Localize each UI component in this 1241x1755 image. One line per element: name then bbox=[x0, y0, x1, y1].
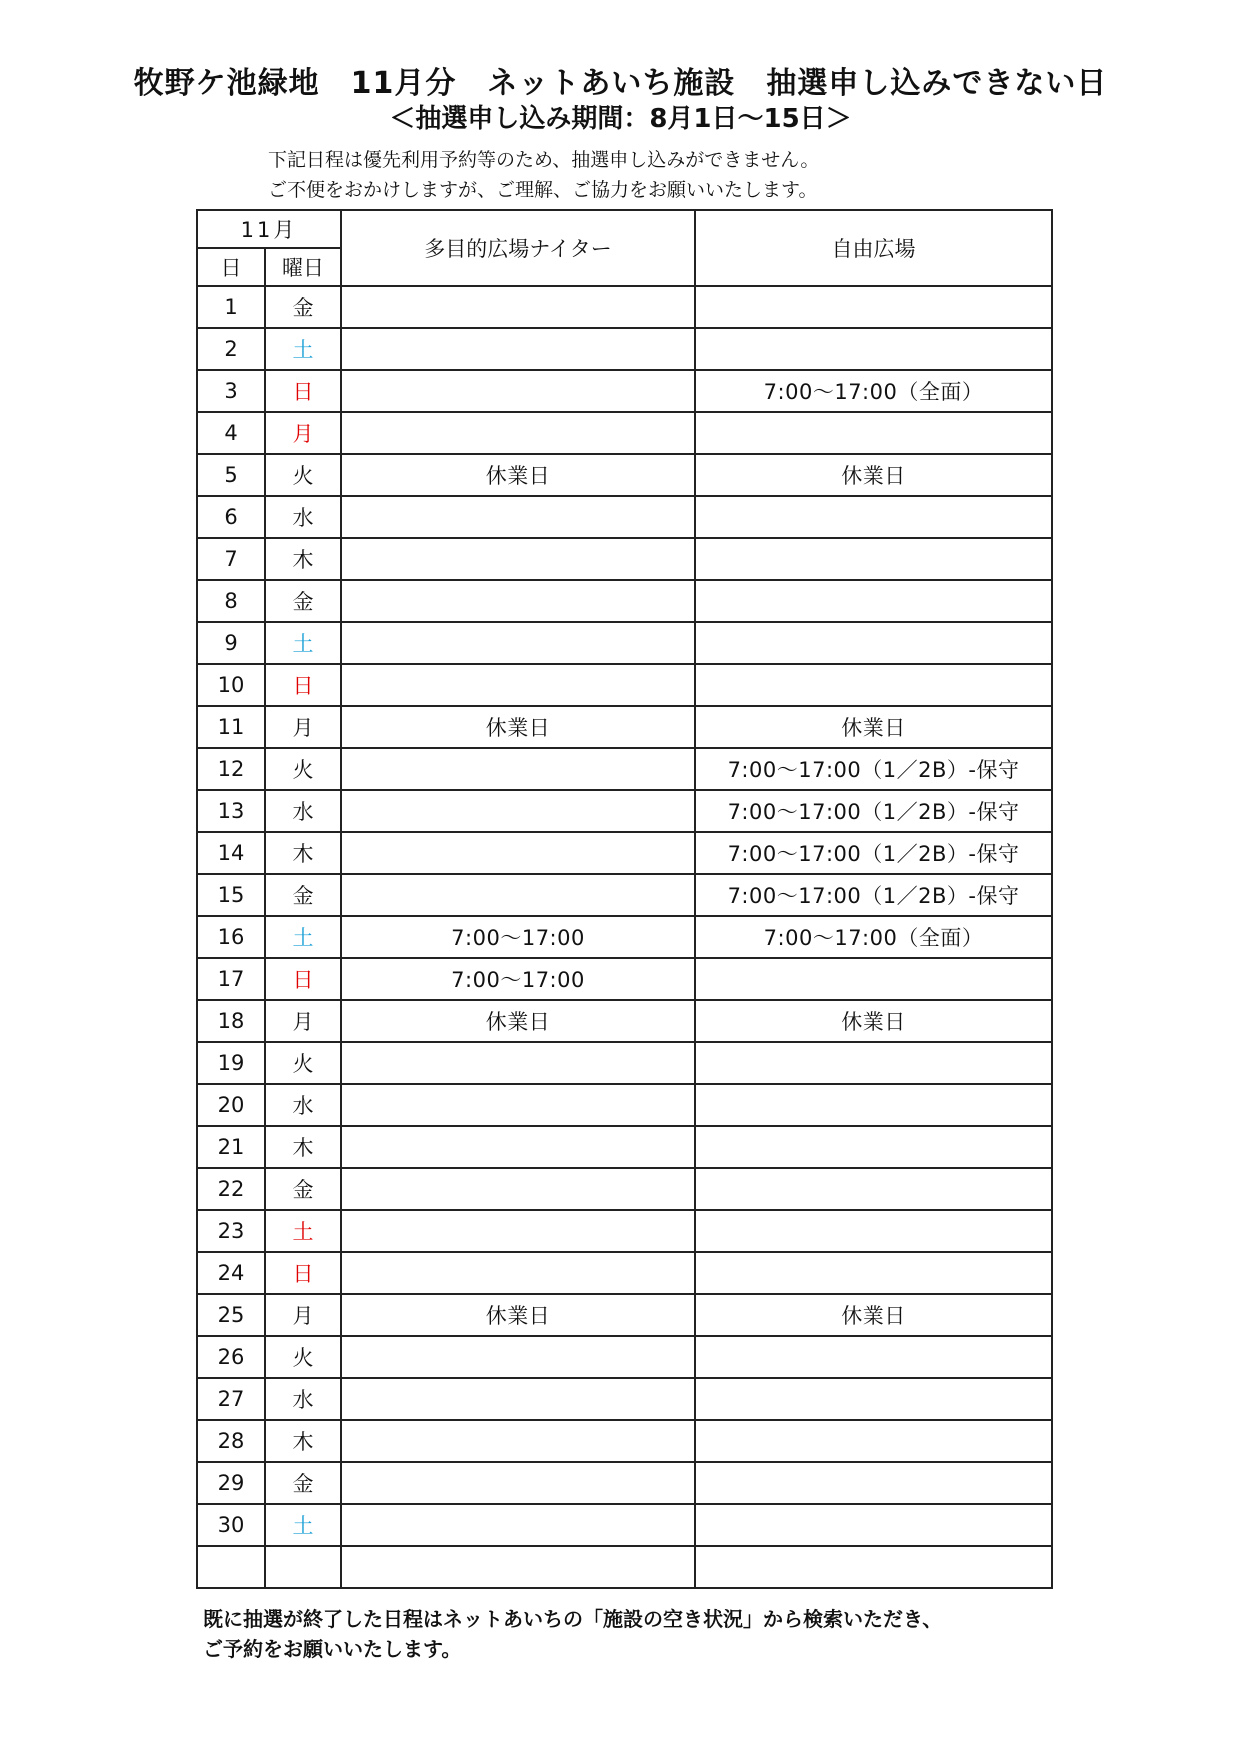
day-cell: 18 bbox=[197, 1000, 265, 1042]
table-row bbox=[197, 1462, 1052, 1504]
free-plaza-cell: 7:00～17:00（1／2B）-保守 bbox=[695, 790, 1052, 832]
day-cell: 16 bbox=[197, 916, 265, 958]
day-cell: 22 bbox=[197, 1168, 265, 1210]
multipurpose-night-cell: 休業日 bbox=[341, 1000, 695, 1042]
table-row bbox=[197, 1042, 1052, 1084]
day-cell: 24 bbox=[197, 1252, 265, 1294]
free-plaza-cell bbox=[695, 1462, 1052, 1504]
free-plaza-cell bbox=[695, 1084, 1052, 1126]
weekday-cell: 金 bbox=[265, 874, 341, 916]
free-plaza-cell bbox=[695, 1336, 1052, 1378]
table-row bbox=[197, 1420, 1052, 1462]
day-cell: 2 bbox=[197, 328, 265, 370]
free-plaza-cell bbox=[695, 664, 1052, 706]
multipurpose-night-cell bbox=[341, 1420, 695, 1462]
multipurpose-night-cell bbox=[341, 1546, 695, 1588]
free-plaza-cell bbox=[695, 538, 1052, 580]
multipurpose-night-cell bbox=[341, 874, 695, 916]
col-header-weekday: 曜日 bbox=[265, 248, 341, 286]
table-row bbox=[197, 958, 1052, 1000]
multipurpose-night-cell bbox=[341, 664, 695, 706]
weekday-cell: 火 bbox=[265, 748, 341, 790]
day-cell: 15 bbox=[197, 874, 265, 916]
multipurpose-night-cell bbox=[341, 1252, 695, 1294]
footer-line-2: ご予約をお願いいたします。 bbox=[203, 1637, 462, 1661]
multipurpose-night-cell bbox=[341, 1378, 695, 1420]
weekday-cell: 木 bbox=[265, 1126, 341, 1168]
multipurpose-night-cell: 7:00～17:00 bbox=[341, 958, 695, 1000]
table-row bbox=[197, 580, 1052, 622]
multipurpose-night-cell: 休業日 bbox=[341, 706, 695, 748]
page-title: 牧野ケ池緑地 11月分 ネットあいち施設 抽選申し込みできない日 bbox=[133, 66, 1108, 101]
free-plaza-cell: 7:00～17:00（全面） bbox=[695, 916, 1052, 958]
day-cell: 8 bbox=[197, 580, 265, 622]
notice-line-1: 下記日程は優先利用予約等のため、抽選申し込みができません。 bbox=[268, 149, 820, 171]
weekday-cell: 土 bbox=[265, 916, 341, 958]
table-row bbox=[197, 1084, 1052, 1126]
day-cell: 30 bbox=[197, 1504, 265, 1546]
weekday-cell: 金 bbox=[265, 1462, 341, 1504]
multipurpose-night-cell: 休業日 bbox=[341, 454, 695, 496]
table-row bbox=[197, 1504, 1052, 1546]
weekday-cell bbox=[265, 1546, 341, 1588]
day-cell: 25 bbox=[197, 1294, 265, 1336]
multipurpose-night-cell bbox=[341, 412, 695, 454]
day-cell: 14 bbox=[197, 832, 265, 874]
weekday-cell: 火 bbox=[265, 454, 341, 496]
free-plaza-cell bbox=[695, 1210, 1052, 1252]
free-plaza-cell bbox=[695, 1546, 1052, 1588]
weekday-cell: 火 bbox=[265, 1336, 341, 1378]
free-plaza-cell: 休業日 bbox=[695, 454, 1052, 496]
day-cell: 7 bbox=[197, 538, 265, 580]
free-plaza-cell bbox=[695, 580, 1052, 622]
free-plaza-cell bbox=[695, 958, 1052, 1000]
table-row bbox=[197, 1126, 1052, 1168]
weekday-cell: 日 bbox=[265, 1252, 341, 1294]
weekday-cell: 金 bbox=[265, 286, 341, 328]
day-cell: 20 bbox=[197, 1084, 265, 1126]
table-row bbox=[197, 1000, 1052, 1042]
multipurpose-night-cell bbox=[341, 370, 695, 412]
table-row bbox=[197, 286, 1052, 328]
free-plaza-cell bbox=[695, 1378, 1052, 1420]
weekday-cell: 月 bbox=[265, 706, 341, 748]
free-plaza-cell bbox=[695, 1168, 1052, 1210]
table-row bbox=[197, 916, 1052, 958]
day-cell bbox=[197, 1546, 265, 1588]
weekday-cell: 水 bbox=[265, 1084, 341, 1126]
table-row bbox=[197, 664, 1052, 706]
multipurpose-night-cell bbox=[341, 1084, 695, 1126]
multipurpose-night-cell bbox=[341, 1336, 695, 1378]
multipurpose-night-cell bbox=[341, 1126, 695, 1168]
weekday-cell: 水 bbox=[265, 496, 341, 538]
table-row bbox=[197, 790, 1052, 832]
weekday-cell: 水 bbox=[265, 790, 341, 832]
weekday-cell: 土 bbox=[265, 328, 341, 370]
day-cell: 26 bbox=[197, 1336, 265, 1378]
multipurpose-night-cell bbox=[341, 1042, 695, 1084]
multipurpose-night-cell bbox=[341, 1462, 695, 1504]
multipurpose-night-cell bbox=[341, 1210, 695, 1252]
notice-line-2: ご不便をおかけしますが、ご理解、ご協力をお願いいたします。 bbox=[268, 179, 818, 201]
free-plaza-cell bbox=[695, 1420, 1052, 1462]
weekday-cell: 火 bbox=[265, 1042, 341, 1084]
day-cell: 10 bbox=[197, 664, 265, 706]
table-row bbox=[197, 1168, 1052, 1210]
col-header-multipurpose-night: 多目的広場ナイター bbox=[341, 210, 695, 286]
multipurpose-night-cell bbox=[341, 538, 695, 580]
multipurpose-night-cell bbox=[341, 328, 695, 370]
free-plaza-cell bbox=[695, 1252, 1052, 1294]
weekday-cell: 水 bbox=[265, 1378, 341, 1420]
table-row bbox=[197, 622, 1052, 664]
weekday-cell: 金 bbox=[265, 580, 341, 622]
day-cell: 5 bbox=[197, 454, 265, 496]
day-cell: 1 bbox=[197, 286, 265, 328]
weekday-cell: 木 bbox=[265, 832, 341, 874]
multipurpose-night-cell bbox=[341, 622, 695, 664]
weekday-cell: 金 bbox=[265, 1168, 341, 1210]
multipurpose-night-cell: 休業日 bbox=[341, 1294, 695, 1336]
free-plaza-cell: 7:00～17:00（1／2B）-保守 bbox=[695, 748, 1052, 790]
free-plaza-cell: 休業日 bbox=[695, 1000, 1052, 1042]
table-row bbox=[197, 706, 1052, 748]
multipurpose-night-cell bbox=[341, 1504, 695, 1546]
table-row bbox=[197, 496, 1052, 538]
day-cell: 9 bbox=[197, 622, 265, 664]
weekday-cell: 月 bbox=[265, 1000, 341, 1042]
multipurpose-night-cell bbox=[341, 1168, 695, 1210]
free-plaza-cell bbox=[695, 328, 1052, 370]
day-cell: 28 bbox=[197, 1420, 265, 1462]
free-plaza-cell: 7:00～17:00（全面） bbox=[695, 370, 1052, 412]
day-cell: 6 bbox=[197, 496, 265, 538]
table-row bbox=[197, 1546, 1052, 1588]
day-cell: 17 bbox=[197, 958, 265, 1000]
weekday-cell: 月 bbox=[265, 1294, 341, 1336]
weekday-cell: 月 bbox=[265, 412, 341, 454]
weekday-cell: 木 bbox=[265, 1420, 341, 1462]
multipurpose-night-cell bbox=[341, 286, 695, 328]
table-row bbox=[197, 748, 1052, 790]
schedule-table bbox=[196, 209, 1053, 1589]
day-cell: 27 bbox=[197, 1378, 265, 1420]
free-plaza-cell bbox=[695, 1126, 1052, 1168]
table-row bbox=[197, 1378, 1052, 1420]
free-plaza-cell bbox=[695, 496, 1052, 538]
day-cell: 4 bbox=[197, 412, 265, 454]
col-header-day: 日 bbox=[197, 248, 265, 286]
multipurpose-night-cell bbox=[341, 580, 695, 622]
day-cell: 13 bbox=[197, 790, 265, 832]
day-cell: 23 bbox=[197, 1210, 265, 1252]
table-row bbox=[197, 328, 1052, 370]
multipurpose-night-cell bbox=[341, 496, 695, 538]
table-row bbox=[197, 1336, 1052, 1378]
weekday-cell: 土 bbox=[265, 1210, 341, 1252]
day-cell: 11 bbox=[197, 706, 265, 748]
weekday-cell: 木 bbox=[265, 538, 341, 580]
day-cell: 12 bbox=[197, 748, 265, 790]
multipurpose-night-cell bbox=[341, 748, 695, 790]
free-plaza-cell bbox=[695, 622, 1052, 664]
free-plaza-cell: 7:00～17:00（1／2B）-保守 bbox=[695, 832, 1052, 874]
weekday-cell: 日 bbox=[265, 958, 341, 1000]
weekday-cell: 日 bbox=[265, 370, 341, 412]
multipurpose-night-cell: 7:00～17:00 bbox=[341, 916, 695, 958]
multipurpose-night-cell bbox=[341, 790, 695, 832]
table-row bbox=[197, 1294, 1052, 1336]
free-plaza-cell bbox=[695, 412, 1052, 454]
weekday-cell: 土 bbox=[265, 1504, 341, 1546]
footer-line-1: 既に抽選が終了した日程はネットあいちの「施設の空き状況」から検索いただき、 bbox=[203, 1607, 943, 1631]
day-cell: 29 bbox=[197, 1462, 265, 1504]
application-period: ＜抽選申し込み期間：8月1日～15日＞ bbox=[389, 104, 852, 134]
free-plaza-cell: 休業日 bbox=[695, 1294, 1052, 1336]
free-plaza-cell bbox=[695, 1042, 1052, 1084]
free-plaza-cell: 休業日 bbox=[695, 706, 1052, 748]
table-row bbox=[197, 1210, 1052, 1252]
table-row bbox=[197, 370, 1052, 412]
day-cell: 21 bbox=[197, 1126, 265, 1168]
table-row bbox=[197, 1252, 1052, 1294]
month-header: 11月 bbox=[197, 210, 341, 248]
col-header-free-plaza: 自由広場 bbox=[695, 210, 1052, 286]
day-cell: 19 bbox=[197, 1042, 265, 1084]
free-plaza-cell bbox=[695, 1504, 1052, 1546]
table-row bbox=[197, 454, 1052, 496]
weekday-cell: 日 bbox=[265, 664, 341, 706]
multipurpose-night-cell bbox=[341, 832, 695, 874]
free-plaza-cell: 7:00～17:00（1／2B）-保守 bbox=[695, 874, 1052, 916]
table-row bbox=[197, 538, 1052, 580]
weekday-cell: 土 bbox=[265, 622, 341, 664]
table-row bbox=[197, 874, 1052, 916]
day-cell: 3 bbox=[197, 370, 265, 412]
free-plaza-cell bbox=[695, 286, 1052, 328]
table-row bbox=[197, 412, 1052, 454]
table-row bbox=[197, 832, 1052, 874]
